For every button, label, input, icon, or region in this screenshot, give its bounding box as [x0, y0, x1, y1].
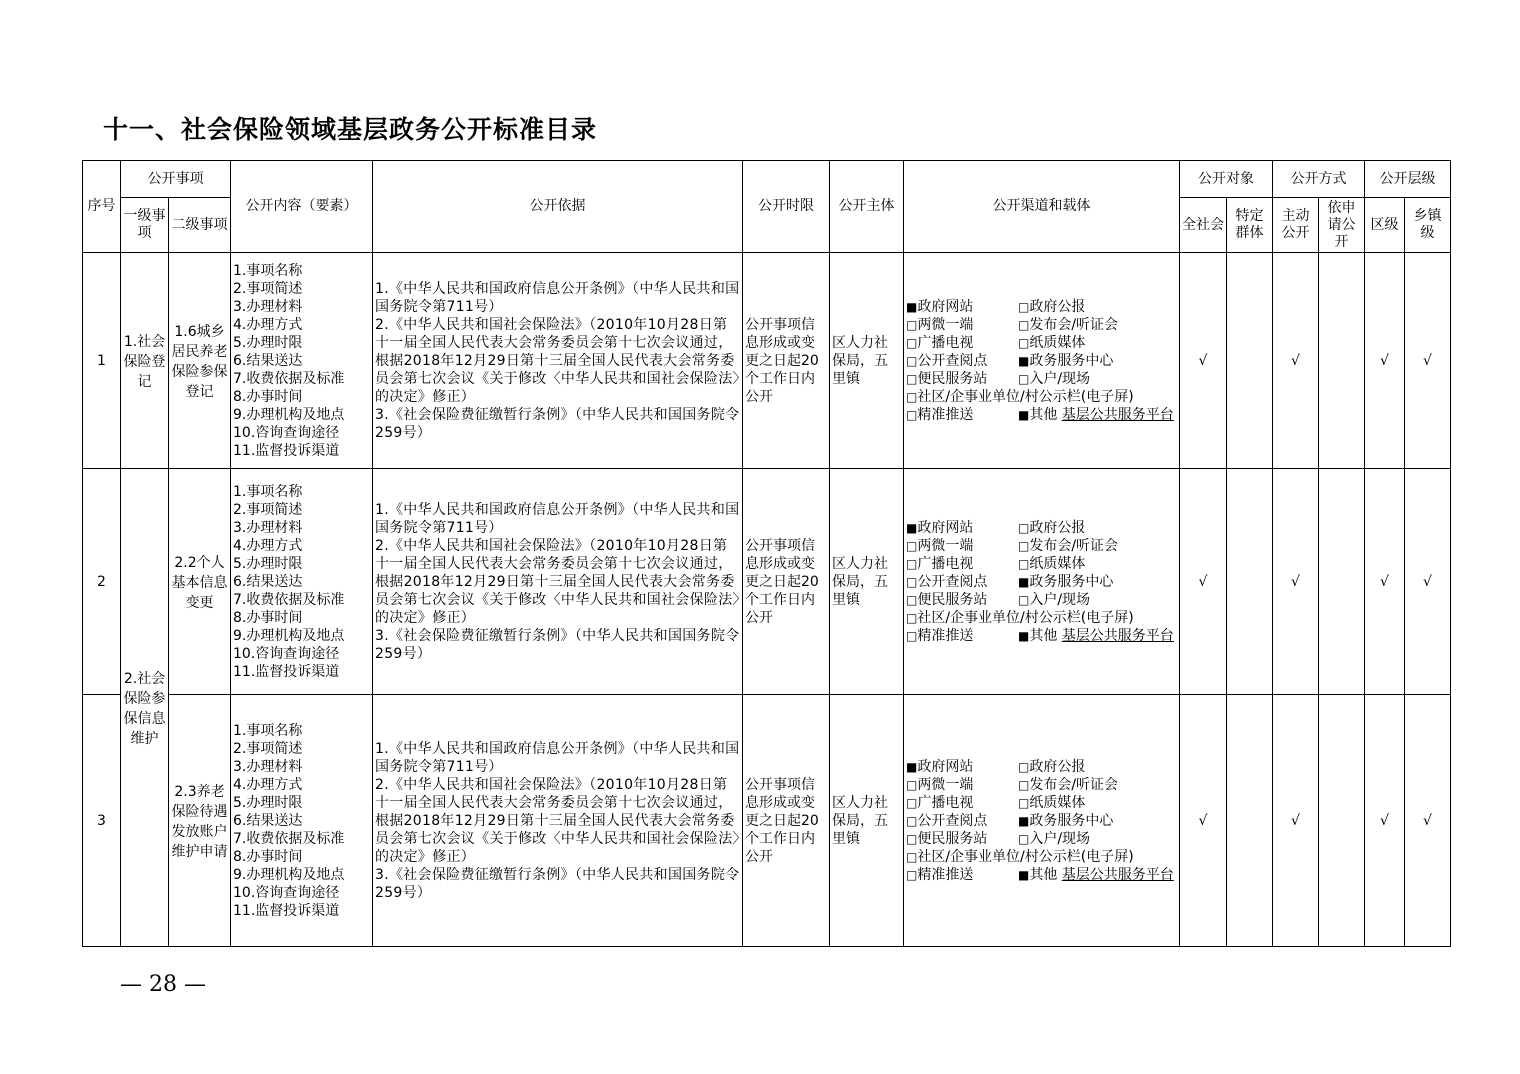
checked-box-icon: ■	[1018, 407, 1030, 422]
table-row	[83, 469, 1451, 695]
content-item: 9.办理机构及地点	[233, 627, 345, 644]
unchecked-box-icon: □	[906, 317, 918, 332]
row-content	[231, 253, 373, 469]
unchecked-box-icon: □	[1018, 335, 1030, 350]
content-item: 8.办事时间	[233, 388, 303, 405]
basis-item: 3.《社会保险费征缴暂行条例》（中华人民共和国国务院令259号）	[375, 627, 740, 662]
row-seq: 2	[83, 469, 121, 695]
channel-label: 入户/现场	[1029, 370, 1091, 387]
channel-item	[1018, 794, 1130, 812]
channel-other-value: 基层公共服务平台	[1061, 627, 1174, 644]
unchecked-box-icon: □	[906, 371, 918, 386]
channel-item	[1018, 758, 1130, 776]
channel-label: 发布会/听证会	[1029, 316, 1119, 333]
channel-item	[1018, 370, 1130, 388]
channel-label: 纸质媒体	[1029, 334, 1086, 351]
checked-box-icon: ■	[1018, 574, 1030, 589]
row-target-all: √	[1180, 469, 1227, 695]
catalog-body	[83, 253, 1451, 947]
channel-label: 两微一端	[917, 316, 974, 333]
channel-item	[1018, 812, 1130, 830]
content-item: 11.监督投诉渠道	[233, 663, 340, 680]
channel-row	[906, 388, 1177, 406]
content-item: 11.监督投诉渠道	[233, 902, 340, 919]
channel-row	[906, 334, 1177, 352]
channel-item	[1018, 316, 1130, 334]
row-level-district: √	[1365, 469, 1405, 695]
channel-item	[906, 776, 1018, 794]
channel-label: 其他	[1029, 406, 1062, 423]
unchecked-box-icon: □	[906, 813, 918, 828]
channel-label: 政务服务中心	[1029, 812, 1114, 829]
channel-row	[906, 298, 1177, 316]
row-level2: 2.2个人基本信息变更	[169, 469, 231, 695]
channel-row	[906, 848, 1177, 866]
basis-item: 2.《中华人民共和国社会保险法》（2010年10月28日第十一届全国人民代表大会常务委员会第十七次会议通过，根据2018年12月29日第十三届全国人民代表大会常务委员会第七次会议《关于修改〈中华人民共和国社会保险法〉的决定》修正）	[375, 316, 740, 405]
content-item: 2.事项简述	[233, 740, 303, 757]
row-target-specific	[1227, 695, 1273, 947]
header-level1: 一级事项	[121, 198, 169, 253]
row-basis	[373, 253, 743, 469]
row-target-all: √	[1180, 695, 1227, 947]
content-item: 1.事项名称	[233, 262, 303, 279]
channel-item	[906, 591, 1018, 609]
unchecked-box-icon: □	[1018, 759, 1030, 774]
content-item: 11.监督投诉渠道	[233, 442, 340, 459]
header-subject: 公开主体	[830, 161, 904, 253]
header-items-group: 公开事项	[121, 161, 231, 198]
unchecked-box-icon: □	[906, 777, 918, 792]
row-level-town: √	[1405, 469, 1451, 695]
channel-row	[906, 830, 1177, 848]
basis-item: 2.《中华人民共和国社会保险法》（2010年10月28日第十一届全国人民代表大会常务委员会第十七次会议通过，根据2018年12月29日第十三届全国人民代表大会常务委员会第七次会议《关于修改〈中华人民共和国社会保险法〉的决定》修正）	[375, 776, 740, 865]
page-number: — 28 —	[120, 972, 206, 997]
channel-label: 政府公报	[1029, 298, 1086, 315]
content-item: 6.结果送达	[233, 352, 303, 369]
content-item: 5.办理时限	[233, 794, 303, 811]
channel-item	[1018, 591, 1130, 609]
content-item: 7.收费依据及标准	[233, 830, 345, 847]
row-time-limit: 公开事项信息形成或变更之日起20个工作日内公开	[743, 695, 830, 947]
unchecked-box-icon: □	[906, 831, 918, 846]
unchecked-box-icon: □	[906, 353, 918, 368]
channel-label: 政府公报	[1029, 758, 1086, 775]
channel-item	[906, 758, 1018, 776]
content-item: 10.咨询查询途径	[233, 424, 340, 441]
channel-item	[906, 794, 1018, 812]
unchecked-box-icon: □	[906, 574, 918, 589]
row-subject: 区人力社保局，五里镇	[830, 695, 904, 947]
header-level-town: 乡镇级	[1405, 198, 1451, 253]
header-basis: 公开依据	[373, 161, 743, 253]
channel-label: 社区/企事业单位/村公示栏(电子屏)	[917, 609, 1134, 626]
channel-row-other	[906, 866, 1177, 884]
content-item: 7.收费依据及标准	[233, 591, 345, 608]
checked-box-icon: ■	[1018, 813, 1030, 828]
header-row-1	[83, 161, 1451, 198]
channel-item	[906, 866, 1018, 884]
channel-label: 公开查阅点	[917, 352, 988, 369]
channel-item	[906, 334, 1018, 352]
basis-item: 1.《中华人民共和国政府信息公开条例》（中华人民共和国国务院令第711号）	[375, 280, 740, 315]
checked-box-icon: ■	[1018, 867, 1030, 882]
content-item: 4.办理方式	[233, 776, 303, 793]
channel-label: 入户/现场	[1029, 830, 1091, 847]
channel-label: 发布会/听证会	[1029, 537, 1119, 554]
unchecked-box-icon: □	[906, 795, 918, 810]
channel-label: 纸质媒体	[1029, 555, 1086, 572]
channel-item	[906, 370, 1018, 388]
row-basis	[373, 469, 743, 695]
row-subject: 区人力社保局，五里镇	[830, 253, 904, 469]
content-item: 8.办事时间	[233, 848, 303, 865]
row-mode-request	[1319, 695, 1365, 947]
header-time-limit: 公开时限	[743, 161, 830, 253]
channel-item	[906, 352, 1018, 370]
channel-row	[906, 573, 1177, 591]
channel-item	[906, 537, 1018, 555]
row-mode-active: √	[1273, 253, 1319, 469]
basis-item: 2.《中华人民共和国社会保险法》（2010年10月28日第十一届全国人民代表大会常务委员会第十七次会议通过，根据2018年12月29日第十三届全国人民代表大会常务委员会第七次会议《关于修改〈中华人民共和国社会保险法〉的决定》修正）	[375, 537, 740, 626]
content-item: 5.办理时限	[233, 334, 303, 351]
channel-row-other	[906, 406, 1177, 424]
unchecked-box-icon: □	[1018, 831, 1030, 846]
header-mode-group: 公开方式	[1273, 161, 1365, 198]
unchecked-box-icon: □	[1018, 556, 1030, 571]
header-seq: 序号	[83, 161, 121, 253]
unchecked-box-icon: □	[1018, 777, 1030, 792]
channel-label: 纸质媒体	[1029, 794, 1086, 811]
channel-item	[906, 519, 1018, 537]
row-subject: 区人力社保局，五里镇	[830, 469, 904, 695]
row-time-limit: 公开事项信息形成或变更之日起20个工作日内公开	[743, 469, 830, 695]
content-item: 1.事项名称	[233, 722, 303, 739]
channel-row	[906, 776, 1177, 794]
unchecked-box-icon: □	[1018, 317, 1030, 332]
unchecked-box-icon: □	[906, 628, 918, 643]
channel-label: 精准推送	[917, 866, 974, 883]
content-item: 10.咨询查询途径	[233, 645, 340, 662]
channel-label: 社区/企事业单位/村公示栏(电子屏)	[917, 848, 1134, 865]
unchecked-box-icon: □	[1018, 538, 1030, 553]
checked-box-icon: ■	[906, 520, 918, 535]
row-target-specific	[1227, 253, 1273, 469]
channel-row	[906, 370, 1177, 388]
basis-item: 3.《社会保险费征缴暂行条例》（中华人民共和国国务院令259号）	[375, 406, 740, 441]
catalog-table	[82, 160, 1451, 947]
channel-other-value: 基层公共服务平台	[1061, 866, 1174, 883]
row-mode-request	[1319, 469, 1365, 695]
channel-label: 两微一端	[917, 537, 974, 554]
channel-label: 便民服务站	[917, 830, 988, 847]
unchecked-box-icon: □	[1018, 520, 1030, 535]
unchecked-box-icon: □	[906, 592, 918, 607]
channel-label: 公开查阅点	[917, 812, 988, 829]
row-level2: 1.6城乡居民养老保险参保登记	[169, 253, 231, 469]
content-item: 7.收费依据及标准	[233, 370, 345, 387]
channel-row	[906, 316, 1177, 334]
channel-label: 广播电视	[917, 334, 974, 351]
channel-row	[906, 609, 1177, 627]
channel-item	[906, 812, 1018, 830]
header-mode-active: 主动公开	[1273, 198, 1319, 253]
content-item: 9.办理机构及地点	[233, 406, 345, 423]
channel-label: 政府网站	[917, 758, 974, 775]
channel-item	[906, 406, 1018, 424]
row-level1: 2.社会保险参保信息维护	[121, 469, 169, 947]
row-level-district: √	[1365, 695, 1405, 947]
channel-label: 两微一端	[917, 776, 974, 793]
header-level2: 二级事项	[169, 198, 231, 253]
channel-item	[906, 830, 1018, 848]
header-content: 公开内容（要素）	[231, 161, 373, 253]
table-row	[83, 253, 1451, 469]
channel-label: 其他	[1029, 866, 1062, 883]
channel-row	[906, 758, 1177, 776]
basis-item: 1.《中华人民共和国政府信息公开条例》（中华人民共和国国务院令第711号）	[375, 501, 740, 536]
content-item: 3.办理材料	[233, 519, 303, 536]
content-item: 6.结果送达	[233, 573, 303, 590]
header-channels: 公开渠道和载体	[904, 161, 1180, 253]
channel-item	[1018, 555, 1130, 573]
content-item: 2.事项简述	[233, 280, 303, 297]
row-level2: 2.3养老保险待遇发放账户维护申请	[169, 695, 231, 947]
basis-item: 1.《中华人民共和国政府信息公开条例》（中华人民共和国国务院令第711号）	[375, 740, 740, 775]
unchecked-box-icon: □	[906, 335, 918, 350]
channel-row	[906, 794, 1177, 812]
row-seq: 1	[83, 253, 121, 469]
unchecked-box-icon: □	[906, 407, 918, 422]
channel-label: 社区/企事业单位/村公示栏(电子屏)	[917, 388, 1134, 405]
channel-item	[906, 298, 1018, 316]
row-seq: 3	[83, 695, 121, 947]
content-item: 8.办事时间	[233, 609, 303, 626]
channel-label: 公开查阅点	[917, 573, 988, 590]
row-content	[231, 469, 373, 695]
channel-label: 政府网站	[917, 519, 974, 536]
channel-label: 入户/现场	[1029, 591, 1091, 608]
unchecked-box-icon: □	[906, 867, 918, 882]
row-target-all: √	[1180, 253, 1227, 469]
channel-item	[906, 316, 1018, 334]
unchecked-box-icon: □	[906, 538, 918, 553]
channel-label: 精准推送	[917, 406, 974, 423]
channel-row	[906, 352, 1177, 370]
unchecked-box-icon: □	[906, 849, 918, 864]
channel-item	[1018, 519, 1130, 537]
row-mode-request	[1319, 253, 1365, 469]
content-item: 1.事项名称	[233, 483, 303, 500]
channel-row	[906, 591, 1177, 609]
content-item: 9.办理机构及地点	[233, 866, 345, 883]
header-target-group: 公开对象	[1180, 161, 1273, 198]
channel-item	[906, 573, 1018, 591]
channel-row	[906, 537, 1177, 555]
channel-label: 广播电视	[917, 555, 974, 572]
row-target-specific	[1227, 469, 1273, 695]
channel-item	[1018, 776, 1130, 794]
header-level-district: 区级	[1365, 198, 1405, 253]
content-item: 4.办理方式	[233, 537, 303, 554]
content-item: 5.办理时限	[233, 555, 303, 572]
channel-label: 政务服务中心	[1029, 573, 1114, 590]
row-basis	[373, 695, 743, 947]
content-item: 4.办理方式	[233, 316, 303, 333]
page-title: 十一、社会保险领域基层政务公开标准目录	[103, 115, 598, 144]
channel-label: 其他	[1029, 627, 1062, 644]
row-level-town: √	[1405, 253, 1451, 469]
header-target-all: 全社会	[1180, 198, 1227, 253]
unchecked-box-icon: □	[906, 389, 918, 404]
checked-box-icon: ■	[1018, 628, 1030, 643]
channel-label: 精准推送	[917, 627, 974, 644]
channel-label: 政府网站	[917, 298, 974, 315]
content-item: 3.办理材料	[233, 758, 303, 775]
channel-item	[1018, 352, 1130, 370]
row-channels	[904, 253, 1180, 469]
channel-item	[1018, 298, 1130, 316]
header-level-group: 公开层级	[1365, 161, 1451, 198]
header-mode-request: 依申请公开	[1319, 198, 1365, 253]
channel-label: 发布会/听证会	[1029, 776, 1119, 793]
row-channels	[904, 469, 1180, 695]
channel-label: 政务服务中心	[1029, 352, 1114, 369]
unchecked-box-icon: □	[906, 610, 918, 625]
channel-item	[1018, 334, 1130, 352]
unchecked-box-icon: □	[1018, 592, 1030, 607]
checked-box-icon: ■	[1018, 353, 1030, 368]
content-item: 3.办理材料	[233, 298, 303, 315]
channel-other-value: 基层公共服务平台	[1061, 406, 1174, 423]
row-level1: 1.社会保险登记	[121, 253, 169, 469]
channel-item	[1018, 830, 1130, 848]
content-item: 2.事项简述	[233, 501, 303, 518]
channel-label: 政府公报	[1029, 519, 1086, 536]
channel-label: 广播电视	[917, 794, 974, 811]
unchecked-box-icon: □	[1018, 371, 1030, 386]
channel-item	[1018, 537, 1130, 555]
row-time-limit: 公开事项信息形成或变更之日起20个工作日内公开	[743, 253, 830, 469]
channel-row-other	[906, 627, 1177, 645]
checked-box-icon: ■	[906, 299, 918, 314]
channel-label: 便民服务站	[917, 370, 988, 387]
table-row	[83, 695, 1451, 947]
row-level-district: √	[1365, 253, 1405, 469]
content-item: 10.咨询查询途径	[233, 884, 340, 901]
channel-row	[906, 812, 1177, 830]
channel-item	[1018, 573, 1130, 591]
unchecked-box-icon: □	[1018, 795, 1030, 810]
content-item: 6.结果送达	[233, 812, 303, 829]
channel-item	[906, 555, 1018, 573]
checked-box-icon: ■	[906, 759, 918, 774]
row-content	[231, 695, 373, 947]
row-mode-active: √	[1273, 695, 1319, 947]
channel-row	[906, 519, 1177, 537]
channel-label: 便民服务站	[917, 591, 988, 608]
row-mode-active: √	[1273, 469, 1319, 695]
unchecked-box-icon: □	[906, 556, 918, 571]
channel-row	[906, 555, 1177, 573]
basis-item: 3.《社会保险费征缴暂行条例》（中华人民共和国国务院令259号）	[375, 866, 740, 901]
row-channels	[904, 695, 1180, 947]
unchecked-box-icon: □	[1018, 299, 1030, 314]
channel-item	[906, 627, 1018, 645]
row-level-town: √	[1405, 695, 1451, 947]
header-target-specific: 特定群体	[1227, 198, 1273, 253]
